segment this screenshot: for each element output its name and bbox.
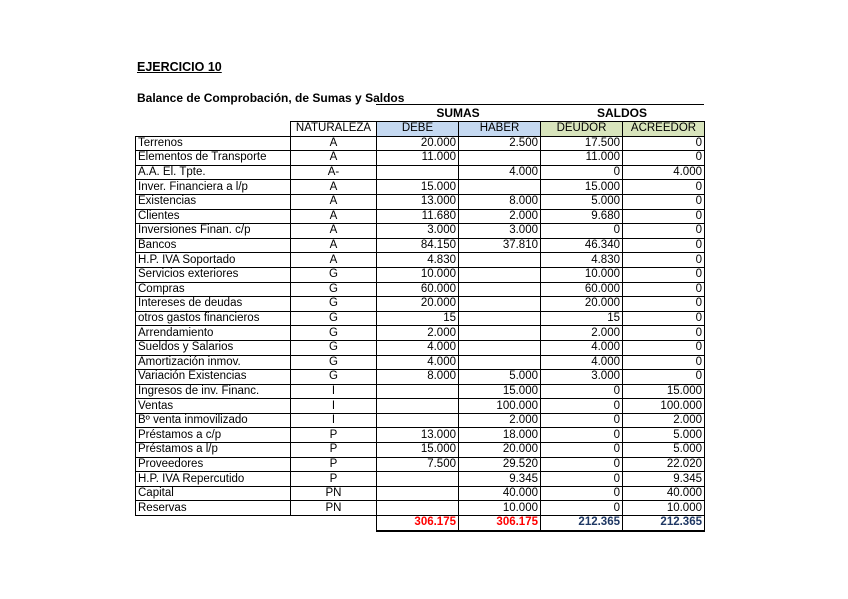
debe-cell: 60.000 bbox=[377, 282, 459, 297]
account-name-cell: Proveedores bbox=[136, 457, 291, 472]
sheet-subtitle: Balance de Comprobación, de Sumas y Saldos bbox=[137, 91, 405, 105]
header-top-rule bbox=[376, 104, 704, 105]
account-name-cell: Bº venta inmovilizado bbox=[136, 413, 291, 428]
haber-cell bbox=[459, 311, 541, 326]
table-row bbox=[136, 151, 705, 166]
debe-cell: 11.000 bbox=[377, 151, 459, 166]
acreedor-cell: 9.345 bbox=[623, 472, 705, 487]
acreedor-cell: 5.000 bbox=[623, 443, 705, 458]
haber-cell: 29.520 bbox=[459, 457, 541, 472]
table-row bbox=[136, 282, 705, 297]
account-name-cell: H.P. IVA Repercutido bbox=[136, 472, 291, 487]
account-name-cell: Inversiones Finan. c/p bbox=[136, 224, 291, 239]
blank-header-cell bbox=[136, 122, 291, 137]
haber-cell: 2.500 bbox=[459, 136, 541, 151]
debe-cell: 10.000 bbox=[377, 267, 459, 282]
acreedor-cell: 0 bbox=[623, 136, 705, 151]
table-row bbox=[136, 297, 705, 312]
deudor-cell: 0 bbox=[541, 399, 623, 414]
naturaleza-cell: A bbox=[291, 180, 377, 195]
debe-cell: 13.000 bbox=[377, 428, 459, 443]
haber-cell bbox=[459, 267, 541, 282]
haber-cell: 10.000 bbox=[459, 501, 541, 516]
table-row bbox=[136, 253, 705, 268]
table-row bbox=[136, 443, 705, 458]
table-row bbox=[136, 370, 705, 385]
acreedor-cell: 0 bbox=[623, 267, 705, 282]
haber-cell: 15.000 bbox=[459, 384, 541, 399]
deudor-cell: 2.000 bbox=[541, 326, 623, 341]
naturaleza-cell: A bbox=[291, 238, 377, 253]
deudor-cell: 10.000 bbox=[541, 267, 623, 282]
haber-cell: 37.810 bbox=[459, 238, 541, 253]
haber-cell: 100.000 bbox=[459, 399, 541, 414]
account-name-cell: Existencias bbox=[136, 194, 291, 209]
account-name-cell: Variación Existencias bbox=[136, 370, 291, 385]
saldos-group-header: SALDOS bbox=[596, 106, 647, 120]
acreedor-cell: 40.000 bbox=[623, 486, 705, 501]
account-name-cell: Inver. Financiera a l/p bbox=[136, 180, 291, 195]
haber-cell: 2.000 bbox=[459, 209, 541, 224]
acreedor-cell: 2.000 bbox=[623, 413, 705, 428]
naturaleza-cell: A bbox=[291, 224, 377, 239]
haber-cell: 3.000 bbox=[459, 224, 541, 239]
haber-cell: 18.000 bbox=[459, 428, 541, 443]
naturaleza-header: NATURALEZA bbox=[291, 122, 377, 137]
haber-cell bbox=[459, 340, 541, 355]
naturaleza-cell: P bbox=[291, 428, 377, 443]
naturaleza-cell: A bbox=[291, 136, 377, 151]
deudor-cell: 0 bbox=[541, 384, 623, 399]
haber-cell bbox=[459, 282, 541, 297]
account-name-cell: otros gastos financieros bbox=[136, 311, 291, 326]
naturaleza-cell: PN bbox=[291, 501, 377, 516]
table-row bbox=[136, 165, 705, 180]
deudor-cell: 11.000 bbox=[541, 151, 623, 166]
table-row bbox=[136, 486, 705, 501]
acreedor-cell: 10.000 bbox=[623, 501, 705, 516]
debe-cell: 15.000 bbox=[377, 180, 459, 195]
haber-cell: 9.345 bbox=[459, 472, 541, 487]
table-row bbox=[136, 399, 705, 414]
account-name-cell: Capital bbox=[136, 486, 291, 501]
account-name-cell: Elementos de Transporte bbox=[136, 151, 291, 166]
table-row bbox=[136, 413, 705, 428]
haber-cell bbox=[459, 355, 541, 370]
deudor-cell: 3.000 bbox=[541, 370, 623, 385]
debe-cell bbox=[377, 413, 459, 428]
naturaleza-cell: G bbox=[291, 340, 377, 355]
naturaleza-cell: G bbox=[291, 267, 377, 282]
table-row bbox=[136, 340, 705, 355]
table-row bbox=[136, 326, 705, 341]
debe-cell: 20.000 bbox=[377, 136, 459, 151]
haber-cell bbox=[459, 253, 541, 268]
naturaleza-cell: G bbox=[291, 282, 377, 297]
haber-cell: 5.000 bbox=[459, 370, 541, 385]
table-row bbox=[136, 501, 705, 516]
haber-cell bbox=[459, 180, 541, 195]
total-deudor: 212.365 bbox=[541, 516, 623, 531]
table-row bbox=[136, 311, 705, 326]
deudor-cell: 0 bbox=[541, 165, 623, 180]
naturaleza-cell: G bbox=[291, 355, 377, 370]
total-debe: 306.175 bbox=[377, 516, 459, 531]
acreedor-cell: 0 bbox=[623, 209, 705, 224]
table-row bbox=[136, 238, 705, 253]
naturaleza-cell: I bbox=[291, 399, 377, 414]
deudor-header: DEUDOR bbox=[541, 122, 623, 137]
haber-cell bbox=[459, 297, 541, 312]
debe-cell: 3.000 bbox=[377, 224, 459, 239]
table-row bbox=[136, 428, 705, 443]
naturaleza-cell: I bbox=[291, 413, 377, 428]
account-name-cell: Ingresos de inv. Financ. bbox=[136, 384, 291, 399]
trial-balance-table bbox=[135, 121, 705, 532]
total-haber: 306.175 bbox=[459, 516, 541, 531]
deudor-cell: 15.000 bbox=[541, 180, 623, 195]
deudor-cell: 0 bbox=[541, 472, 623, 487]
haber-cell bbox=[459, 326, 541, 341]
account-name-cell: Clientes bbox=[136, 209, 291, 224]
debe-cell: 20.000 bbox=[377, 297, 459, 312]
naturaleza-cell: P bbox=[291, 457, 377, 472]
debe-cell bbox=[377, 486, 459, 501]
acreedor-cell: 100.000 bbox=[623, 399, 705, 414]
account-name-cell: Terrenos bbox=[136, 136, 291, 151]
naturaleza-cell: G bbox=[291, 370, 377, 385]
account-name-cell: Compras bbox=[136, 282, 291, 297]
account-name-cell: H.P. IVA Soportado bbox=[136, 253, 291, 268]
acreedor-cell: 0 bbox=[623, 355, 705, 370]
account-name-cell: Ventas bbox=[136, 399, 291, 414]
table-row bbox=[136, 457, 705, 472]
debe-cell bbox=[377, 384, 459, 399]
totals-blank bbox=[291, 516, 377, 531]
column-header-row bbox=[136, 122, 705, 137]
deudor-cell: 15 bbox=[541, 311, 623, 326]
debe-cell: 15 bbox=[377, 311, 459, 326]
deudor-cell: 4.000 bbox=[541, 355, 623, 370]
acreedor-cell: 0 bbox=[623, 297, 705, 312]
acreedor-cell: 0 bbox=[623, 311, 705, 326]
table-row bbox=[136, 355, 705, 370]
debe-cell: 2.000 bbox=[377, 326, 459, 341]
table-row bbox=[136, 384, 705, 399]
debe-cell bbox=[377, 165, 459, 180]
debe-cell: 4.000 bbox=[377, 340, 459, 355]
debe-cell: 11.680 bbox=[377, 209, 459, 224]
acreedor-cell: 5.000 bbox=[623, 428, 705, 443]
deudor-cell: 46.340 bbox=[541, 238, 623, 253]
acreedor-cell: 22.020 bbox=[623, 457, 705, 472]
table-row bbox=[136, 472, 705, 487]
naturaleza-cell: A bbox=[291, 194, 377, 209]
haber-cell: 2.000 bbox=[459, 413, 541, 428]
deudor-cell: 17.500 bbox=[541, 136, 623, 151]
naturaleza-cell: A bbox=[291, 209, 377, 224]
account-name-cell: Arrendamiento bbox=[136, 326, 291, 341]
debe-cell: 4.830 bbox=[377, 253, 459, 268]
debe-cell bbox=[377, 399, 459, 414]
naturaleza-cell: P bbox=[291, 443, 377, 458]
deudor-cell: 20.000 bbox=[541, 297, 623, 312]
deudor-cell: 0 bbox=[541, 501, 623, 516]
total-acreedor: 212.365 bbox=[623, 516, 705, 531]
account-name-cell: Reservas bbox=[136, 501, 291, 516]
account-name-cell: Sueldos y Salarios bbox=[136, 340, 291, 355]
naturaleza-cell: P bbox=[291, 472, 377, 487]
totals-blank bbox=[136, 516, 291, 531]
naturaleza-cell: G bbox=[291, 297, 377, 312]
acreedor-header: ACREEDOR bbox=[623, 122, 705, 137]
naturaleza-cell: G bbox=[291, 326, 377, 341]
totals-row bbox=[136, 516, 705, 531]
acreedor-cell: 0 bbox=[623, 224, 705, 239]
acreedor-cell: 0 bbox=[623, 151, 705, 166]
naturaleza-cell: G bbox=[291, 311, 377, 326]
acreedor-cell: 0 bbox=[623, 370, 705, 385]
debe-cell: 8.000 bbox=[377, 370, 459, 385]
deudor-cell: 0 bbox=[541, 224, 623, 239]
debe-cell: 15.000 bbox=[377, 443, 459, 458]
acreedor-cell: 0 bbox=[623, 340, 705, 355]
account-name-cell: Préstamos a l/p bbox=[136, 443, 291, 458]
table-row bbox=[136, 180, 705, 195]
acreedor-cell: 4.000 bbox=[623, 165, 705, 180]
naturaleza-cell: A- bbox=[291, 165, 377, 180]
haber-cell bbox=[459, 151, 541, 166]
deudor-cell: 0 bbox=[541, 457, 623, 472]
deudor-cell: 0 bbox=[541, 486, 623, 501]
naturaleza-cell: I bbox=[291, 384, 377, 399]
table-row bbox=[136, 224, 705, 239]
deudor-cell: 0 bbox=[541, 428, 623, 443]
naturaleza-cell: A bbox=[291, 151, 377, 166]
exercise-title: EJERCICIO 10 bbox=[137, 60, 222, 74]
table-row bbox=[136, 136, 705, 151]
deudor-cell: 60.000 bbox=[541, 282, 623, 297]
debe-cell bbox=[377, 501, 459, 516]
sumas-group-header: SUMAS bbox=[436, 106, 480, 120]
account-name-cell: Préstamos a c/p bbox=[136, 428, 291, 443]
acreedor-cell: 0 bbox=[623, 180, 705, 195]
haber-cell: 20.000 bbox=[459, 443, 541, 458]
table-row bbox=[136, 194, 705, 209]
naturaleza-cell: A bbox=[291, 253, 377, 268]
deudor-cell: 4.000 bbox=[541, 340, 623, 355]
haber-cell: 40.000 bbox=[459, 486, 541, 501]
debe-cell: 84.150 bbox=[377, 238, 459, 253]
account-name-cell: Servicios exteriores bbox=[136, 267, 291, 282]
account-name-cell: Bancos bbox=[136, 238, 291, 253]
deudor-cell: 5.000 bbox=[541, 194, 623, 209]
deudor-cell: 4.830 bbox=[541, 253, 623, 268]
deudor-cell: 9.680 bbox=[541, 209, 623, 224]
table-row bbox=[136, 267, 705, 282]
account-name-cell: Intereses de deudas bbox=[136, 297, 291, 312]
debe-cell bbox=[377, 472, 459, 487]
acreedor-cell: 0 bbox=[623, 238, 705, 253]
table-row bbox=[136, 209, 705, 224]
naturaleza-cell: PN bbox=[291, 486, 377, 501]
haber-header: HABER bbox=[459, 122, 541, 137]
acreedor-cell: 0 bbox=[623, 253, 705, 268]
acreedor-cell: 0 bbox=[623, 282, 705, 297]
account-name-cell: Amortización inmov. bbox=[136, 355, 291, 370]
deudor-cell: 0 bbox=[541, 443, 623, 458]
account-name-cell: A.A. El. Tpte. bbox=[136, 165, 291, 180]
debe-header: DEBE bbox=[377, 122, 459, 137]
acreedor-cell: 0 bbox=[623, 326, 705, 341]
debe-cell: 13.000 bbox=[377, 194, 459, 209]
acreedor-cell: 0 bbox=[623, 194, 705, 209]
debe-cell: 7.500 bbox=[377, 457, 459, 472]
acreedor-cell: 15.000 bbox=[623, 384, 705, 399]
haber-cell: 8.000 bbox=[459, 194, 541, 209]
haber-cell: 4.000 bbox=[459, 165, 541, 180]
deudor-cell: 0 bbox=[541, 413, 623, 428]
debe-cell: 4.000 bbox=[377, 355, 459, 370]
